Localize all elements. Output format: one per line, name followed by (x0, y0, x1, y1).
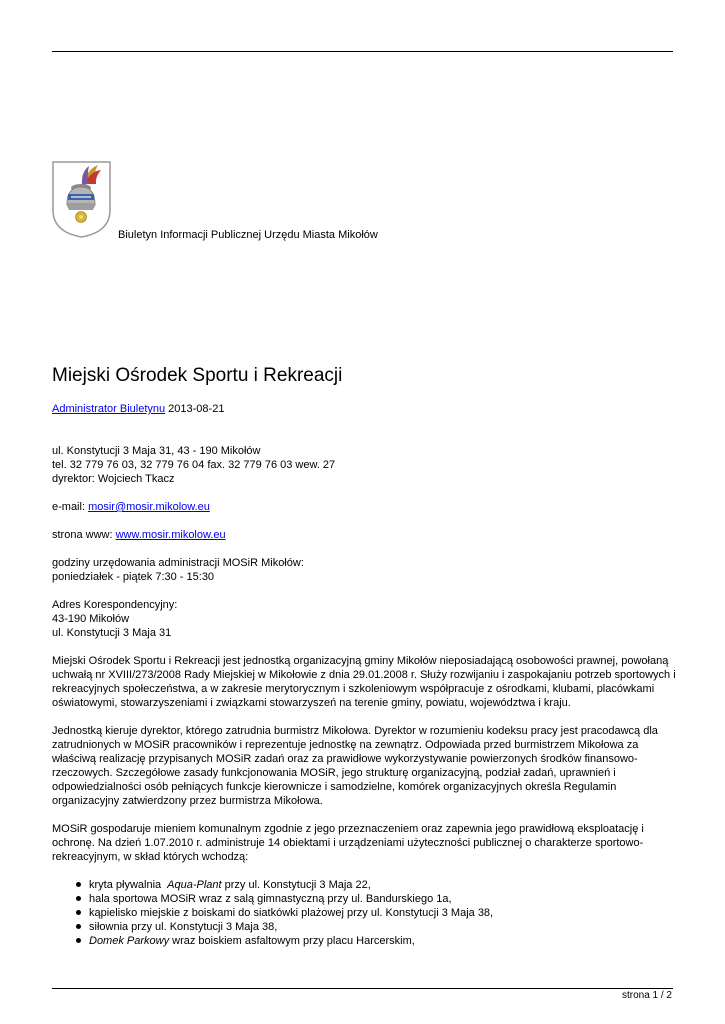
footer-rule (52, 988, 673, 989)
email-label: e-mail: (52, 501, 86, 513)
coat-of-arms-icon (51, 160, 112, 239)
list-item: hala sportowa MOSiR wraz z salą gimnastyczną przy ul. Bandurskiego 1a, (52, 892, 677, 906)
list-item: kąpielisko miejskie z boiskami do siatkówki plażowej przy ul. Konstytucji 3 Maja 38, (52, 906, 677, 920)
author-link[interactable]: Administrator Biuletynu (52, 403, 166, 415)
contact-block (52, 444, 677, 486)
hours-label: godziny urzędowania administracji MOSiR Mikołów: (52, 557, 304, 569)
paragraph-management: Jednostką kieruje dyrektor, którego zatrudnia burmistrz Mikołowa. Dyrektor w rozumieniu kodeksu pracy jest pracodawcą dla zatrudnionych w MOSiR pracowników i reprezentuje jednostkę na zewnątrz. Odpowiada przed burmistrzem Mikołowa za właściwą realizację przypisanych MOSiR zadań oraz za prawidłowe wykorzystywanie powierzonych środków finansowo-rzeczowych. Szczegółowe zasady funkcjonowania MOSiR, jego strukturę organizacyjną, podział zadań, uprawnień i odpowiedzialności osób pełniących funkcje kierownicze i samodzielne, komórek organizacyjnych określa Regulamin organizacyjny zatwierdzony przez burmistrza Mikołowa. (52, 725, 658, 807)
paragraph-status: Miejski Ośrodek Sportu i Rekreacji jest jednostką organizacyjną gminy Mikołów nieposiadającą osobowości prawnej, powołaną uchwałą nr XVIII/273/2008 Rady Miejskiej w Mikołowie z dnia 29.01.2008 r. Służy rozwijaniu i zaspokajaniu potrzeb sportowych i rekreacyjnych społeczeństwa, a w zakresie merytorycznym i szkoleniowym współpracuje z ośrodkami, klubami, placówkami oświatowymi, stowarzyszeniami i związkami stowarzyszeń na terenie gminy, powiatu, województwa i kraju. (52, 655, 676, 709)
page-title: Miejski Ośrodek Sportu i Rekreacji (52, 365, 343, 386)
facility-suffix: wraz boiskiem asfaltowym przy placu Harcerskim, (172, 935, 415, 947)
website-link[interactable]: www.mosir.mikolow.eu (115, 529, 226, 541)
phone-line: tel. 32 779 76 03, 32 779 76 04 fax. 32 779 76 03 wew. 27 (52, 459, 336, 471)
website-label: strona www: (52, 529, 113, 541)
facility-suffix: przy ul. Konstytucji 3 Maja 22, (224, 879, 371, 891)
paragraph-property: MOSiR gospodaruje mieniem komunalnym zgodnie z jego przeznaczeniem oraz zapewnia jego prawidłową eksploatację i ochronę. Na dzień 1.07.2010 r. administruje 14 obiektami i urządzeniami użyteczności publicznej o charakterze sportowo-rekreacyjnym, w skład których wchodzą: (52, 823, 644, 863)
facilities-list (52, 878, 677, 948)
address-line: ul. Konstytucji 3 Maja 31, 43 - 190 Mikołów (52, 445, 261, 457)
list-item (52, 934, 677, 948)
email-link[interactable]: mosir@mosir.mikolow.eu (88, 501, 210, 513)
list-item (52, 878, 677, 892)
facility-prefix: kryta pływalnia (89, 879, 162, 891)
page-number: strona 1 / 2 (621, 990, 672, 1001)
publish-date: 2013-08-21 (168, 403, 225, 415)
correspondence-street: ul. Konstytucji 3 Maja 31 (52, 627, 172, 639)
correspondence-label: Adres Korespondencyjny: (52, 599, 178, 611)
office-hours (52, 556, 677, 584)
article-meta (52, 402, 677, 416)
email-line (52, 500, 677, 514)
correspondence-address (52, 598, 677, 640)
hours-value: poniedziałek - piątek 7:30 - 15:30 (52, 571, 215, 583)
list-item: siłownia przy ul. Konstytucji 3 Maja 38, (52, 920, 677, 934)
facility-name: Aqua-Plant (167, 879, 222, 891)
facility-name: Domek Parkowy (89, 935, 170, 947)
website-line (52, 528, 677, 542)
correspondence-city: 43-190 Mikołów (52, 613, 130, 625)
header-rule (52, 51, 673, 52)
article-body (52, 402, 677, 948)
bip-subtitle: Biuletyn Informacji Publicznej Urzędu Miasta Mikołów (118, 229, 378, 241)
director-line: dyrektor: Wojciech Tkacz (52, 473, 175, 485)
